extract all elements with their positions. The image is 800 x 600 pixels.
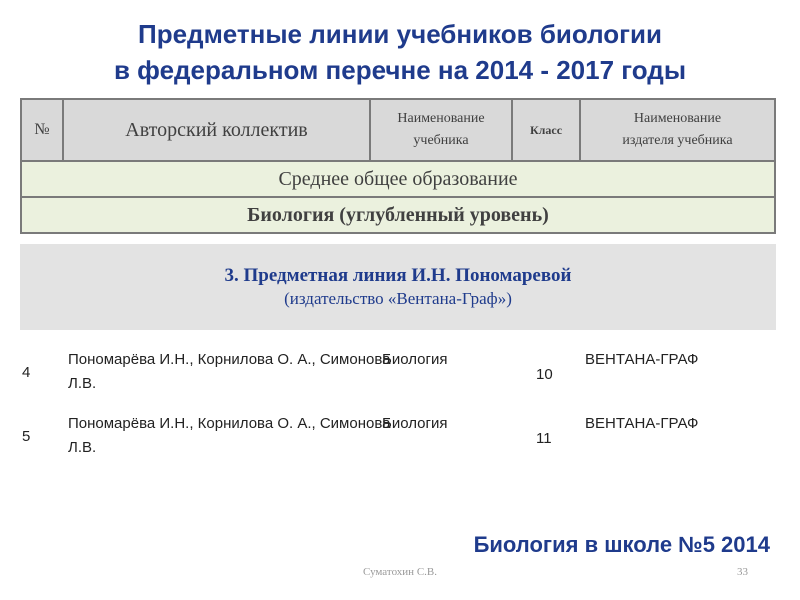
header-authors: Авторский коллектив: [63, 99, 370, 161]
footer-title: Биология в школе №5 2014: [473, 532, 770, 557]
header-book-name-2: учебника: [413, 133, 469, 148]
header-num: №: [21, 99, 63, 161]
row-authors: Пономарёва И.Н., Корнилова О. А., Симонова Л.В.: [68, 415, 391, 456]
subject-line-box: [20, 244, 776, 330]
header-book-name-1: Наименование: [397, 111, 485, 126]
slide-author: Суматохин С.В.: [363, 566, 437, 578]
table-row: [20, 340, 776, 406]
group-subject: Биология (углубленный уровень): [21, 197, 775, 233]
row-class: 10: [536, 366, 553, 383]
header-publisher-1: Наименование: [633, 111, 722, 126]
subject-line-title: 3. Предметная линия И.Н. Пономаревой: [224, 265, 572, 286]
row-book: Биология: [382, 351, 448, 368]
row-num: 5: [22, 428, 31, 445]
row-num: 4: [22, 364, 31, 381]
group-level-row: [21, 161, 775, 197]
header-row: [21, 99, 775, 161]
row-publisher: ВЕНТАНА-ГРАФ: [585, 351, 699, 368]
header-book-name: [370, 99, 512, 161]
title-line-2: в федеральном перечне на 2014 - 2017 годы: [113, 55, 687, 85]
group-subject-row: [21, 197, 775, 233]
title-line-1: Предметные линии учебников биологии: [138, 19, 662, 49]
header-class: Класс: [512, 99, 580, 161]
page-number: 33: [737, 566, 748, 578]
group-level: Среднее общее образование: [21, 161, 775, 197]
header-table: [20, 98, 776, 234]
header-publisher: [580, 99, 775, 161]
subject-line-publisher: (издательство «Вентана-Граф»): [284, 289, 512, 308]
header-publisher-2: издателя учебника: [622, 133, 733, 148]
row-authors: Пономарёва И.Н., Корнилова О. А., Симонова Л.В.: [68, 351, 391, 392]
row-class: 11: [536, 430, 552, 447]
table-row: [20, 404, 776, 470]
row-book: Биология: [382, 415, 448, 432]
page-title: [0, 16, 800, 88]
row-publisher: ВЕНТАНА-ГРАФ: [585, 415, 699, 432]
